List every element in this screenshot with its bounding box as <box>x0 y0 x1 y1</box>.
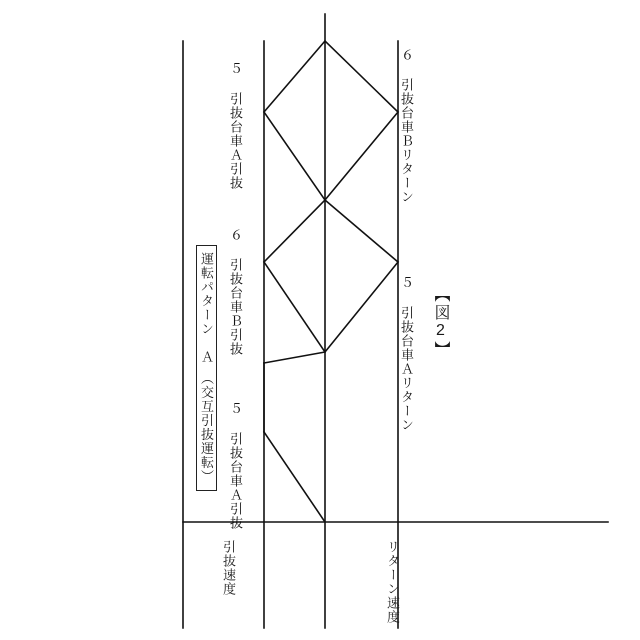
profile-segment-7 <box>264 41 325 112</box>
profile-segment-1 <box>264 432 325 522</box>
step-label-5: ６ 引抜台車Ｂリターン <box>399 48 414 204</box>
return-segment-4 <box>325 41 398 112</box>
return-segment-3 <box>325 112 398 200</box>
step-label-2: ６ 引抜台車Ｂ引抜 <box>228 228 243 356</box>
return-segment-1 <box>325 262 398 352</box>
return-segment-2 <box>325 200 398 262</box>
step-label-4: ５ 引抜台車Ａリターン <box>399 276 414 432</box>
step-label-3: ５ 引抜台車Ａ引抜 <box>228 62 243 190</box>
pattern-title-box: 運転パターン Ａ （交互引抜運転） <box>196 245 217 491</box>
profile-segment-5 <box>264 200 325 262</box>
profile-segment-6 <box>264 112 325 200</box>
figure-title: 【図2】 <box>432 286 449 359</box>
axis-label-pull-speed: 引抜速度 <box>221 540 236 596</box>
step-label-1: ５ 引抜台車Ａ引抜 <box>228 402 243 530</box>
profile-segment-3 <box>264 352 325 363</box>
profile-segment-4 <box>264 262 325 352</box>
axis-label-return-speed: リターン速度 <box>385 540 400 624</box>
